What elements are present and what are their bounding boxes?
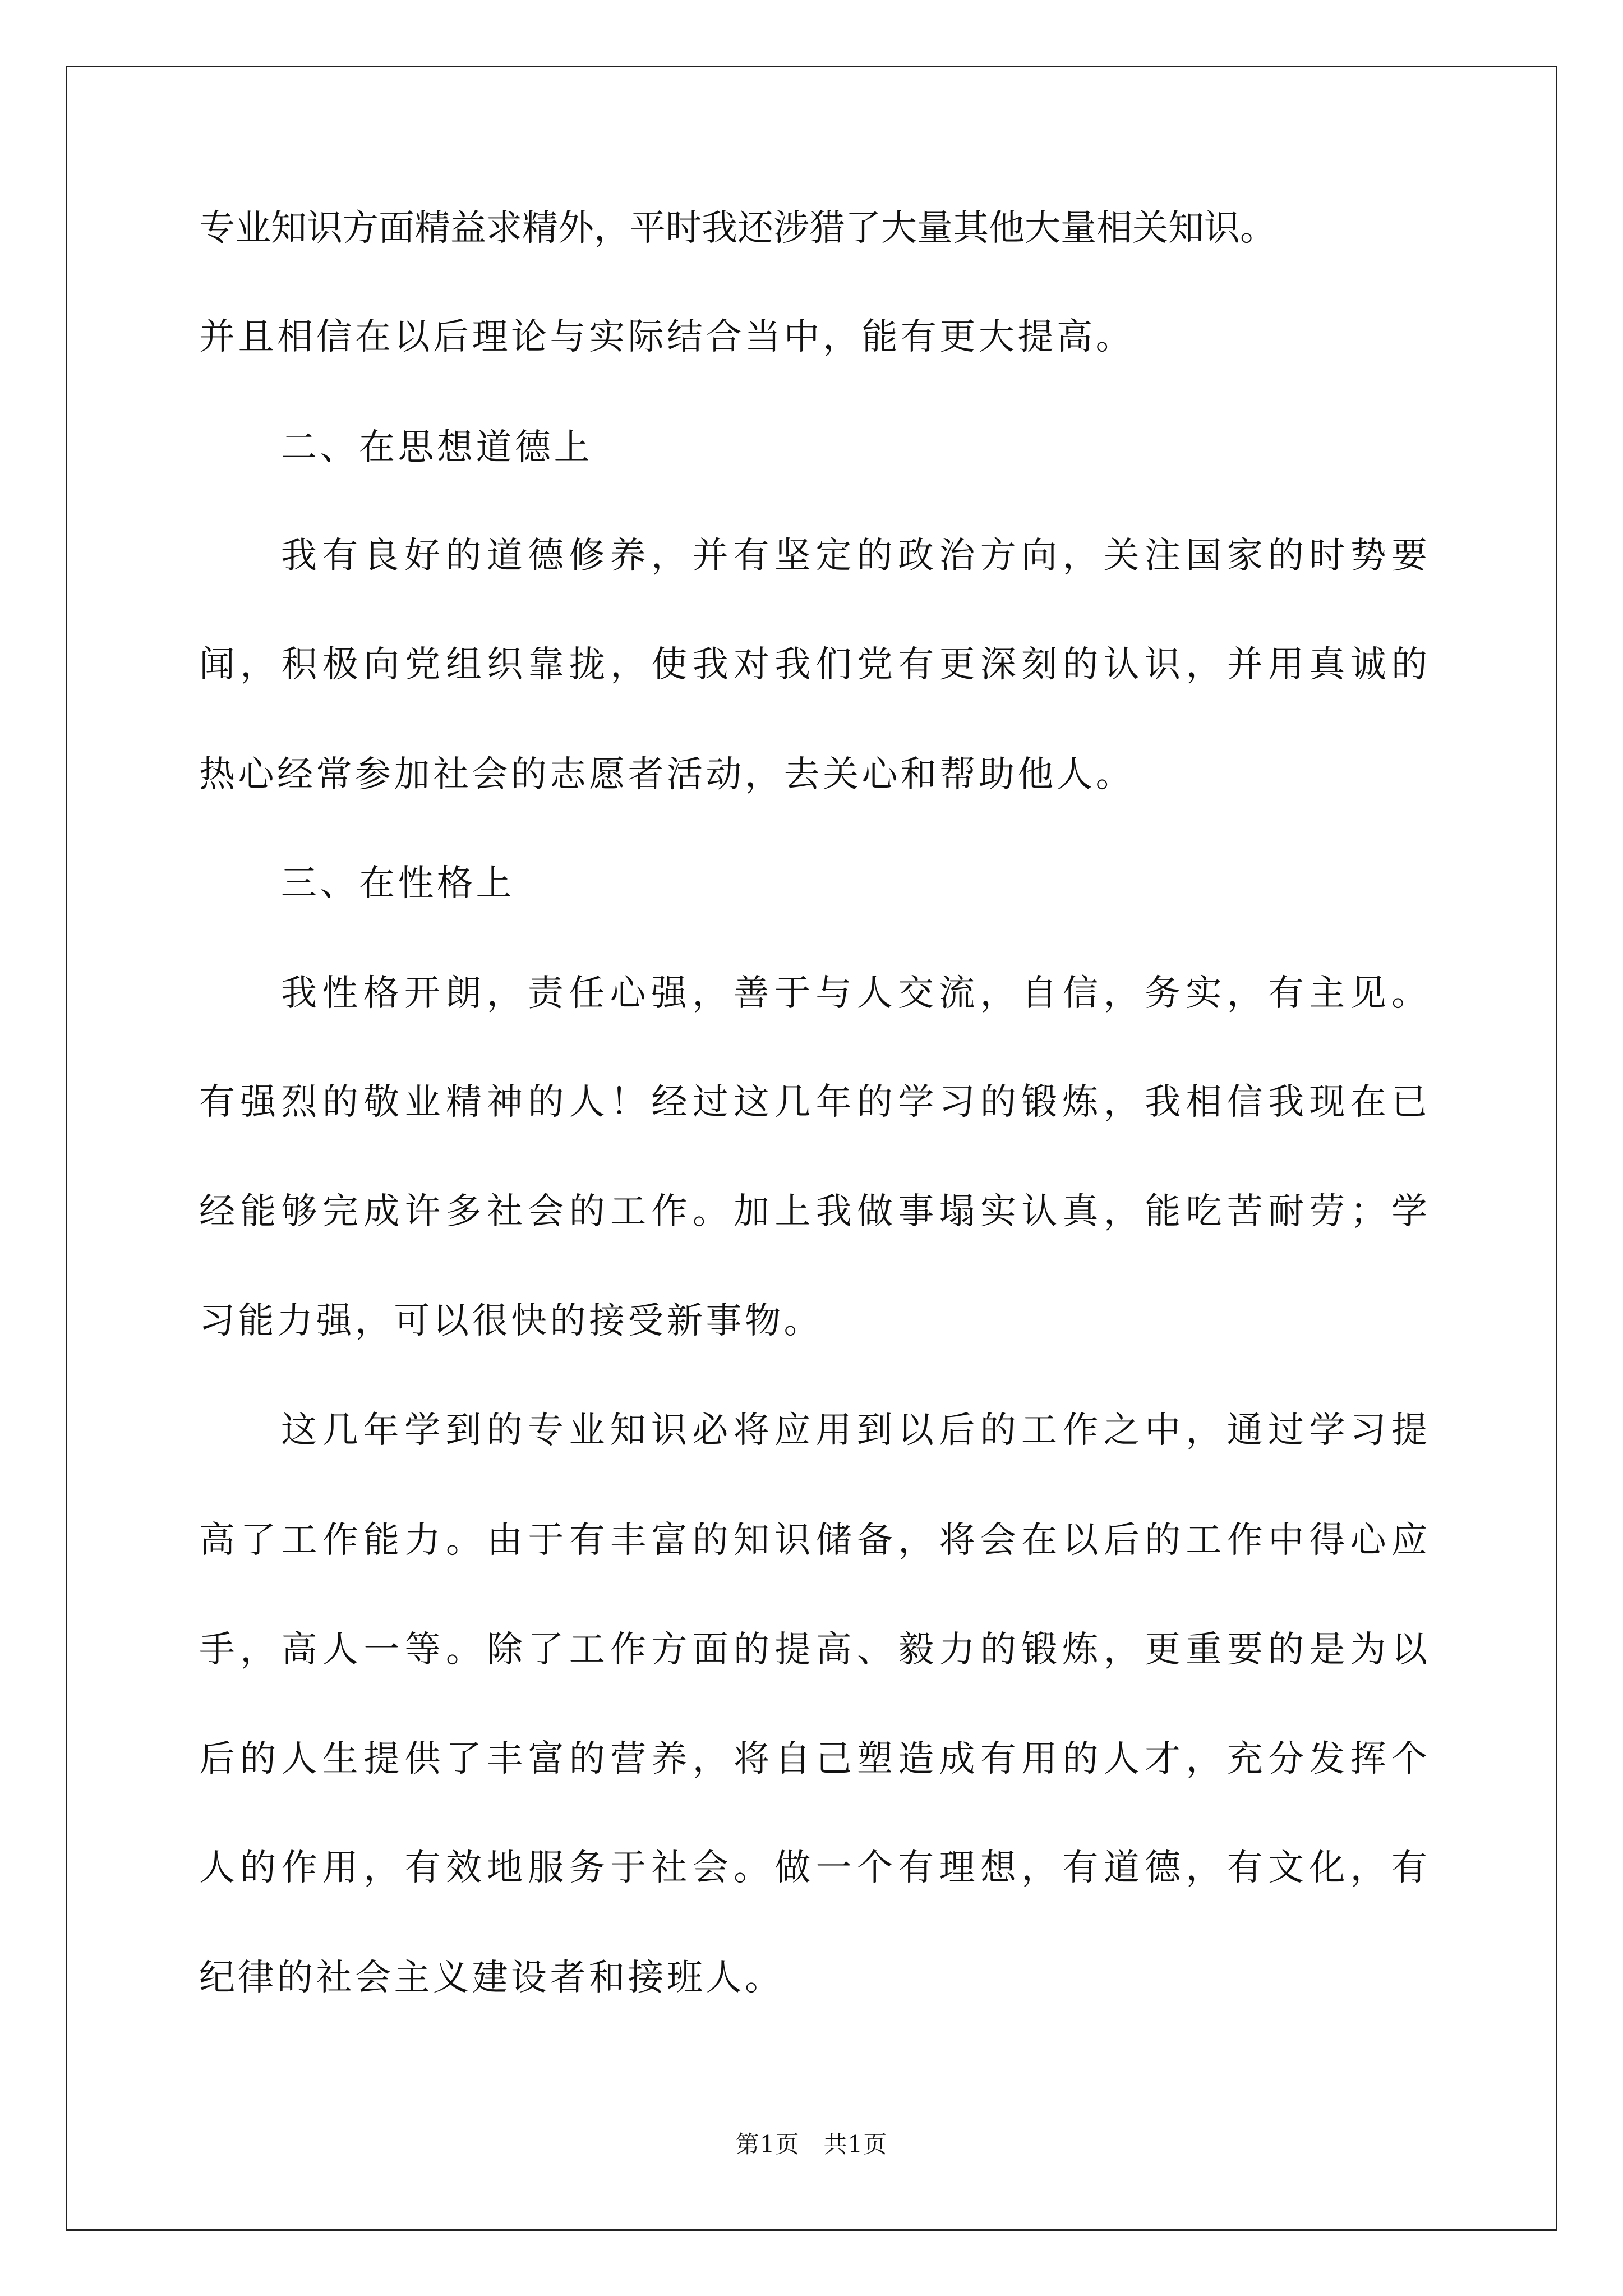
text-line: 闻，积极向党组织靠拢，使我对我们党有更深刻的认识，并用真诚的 xyxy=(199,644,1427,685)
text-line: 纪律的社会主义建设者和接班人。 xyxy=(199,1957,784,1999)
text-line: 并且相信在以后理论与实际结合当中，能有更大提高。 xyxy=(199,316,1135,358)
page-border xyxy=(66,66,1557,2231)
text-line: 高了工作能力。由于有丰富的知识储备，将会在以后的工作中得心应 xyxy=(199,1520,1427,1561)
text-line: 我性格开朗，责任心强，善于与人交流，自信，务实，有主见。 xyxy=(281,973,1427,1014)
page-number-footer: 第1页 共1页 xyxy=(735,2131,888,2158)
text-line: 有强烈的敬业精神的人！经过这几年的学习的锻炼，我相信我现在已 xyxy=(199,1082,1427,1123)
text-line: 手，高人一等。除了工作方面的提高、毅力的锻炼，更重要的是为以 xyxy=(199,1629,1427,1671)
section-heading: 三、在性格上 xyxy=(281,863,515,904)
text-line: 人的作用，有效地服务于社会。做一个有理想，有道德，有文化，有 xyxy=(199,1847,1427,1889)
section-heading: 二、在思想道德上 xyxy=(281,427,593,468)
text-line: 专业知识方面精益求精外，平时我还涉猎了大量其他大量相关知识。 xyxy=(199,208,1276,249)
text-line: 后的人生提供了丰富的营养，将自己塑造成有用的人才，充分发挥个 xyxy=(199,1738,1427,1780)
text-line: 习能力强，可以很快的接受新事物。 xyxy=(199,1300,823,1342)
text-line: 这几年学到的专业知识必将应用到以后的工作之中，通过学习提 xyxy=(281,1410,1427,1451)
text-line: 我有良好的道德修养，并有坚定的政治方向，关注国家的时势要 xyxy=(281,535,1427,577)
text-line: 热心经常参加社会的志愿者活动，去关心和帮助他人。 xyxy=(199,754,1135,795)
text-line: 经能够完成许多社会的工作。加上我做事塌实认真，能吃苦耐劳；学 xyxy=(199,1191,1427,1232)
